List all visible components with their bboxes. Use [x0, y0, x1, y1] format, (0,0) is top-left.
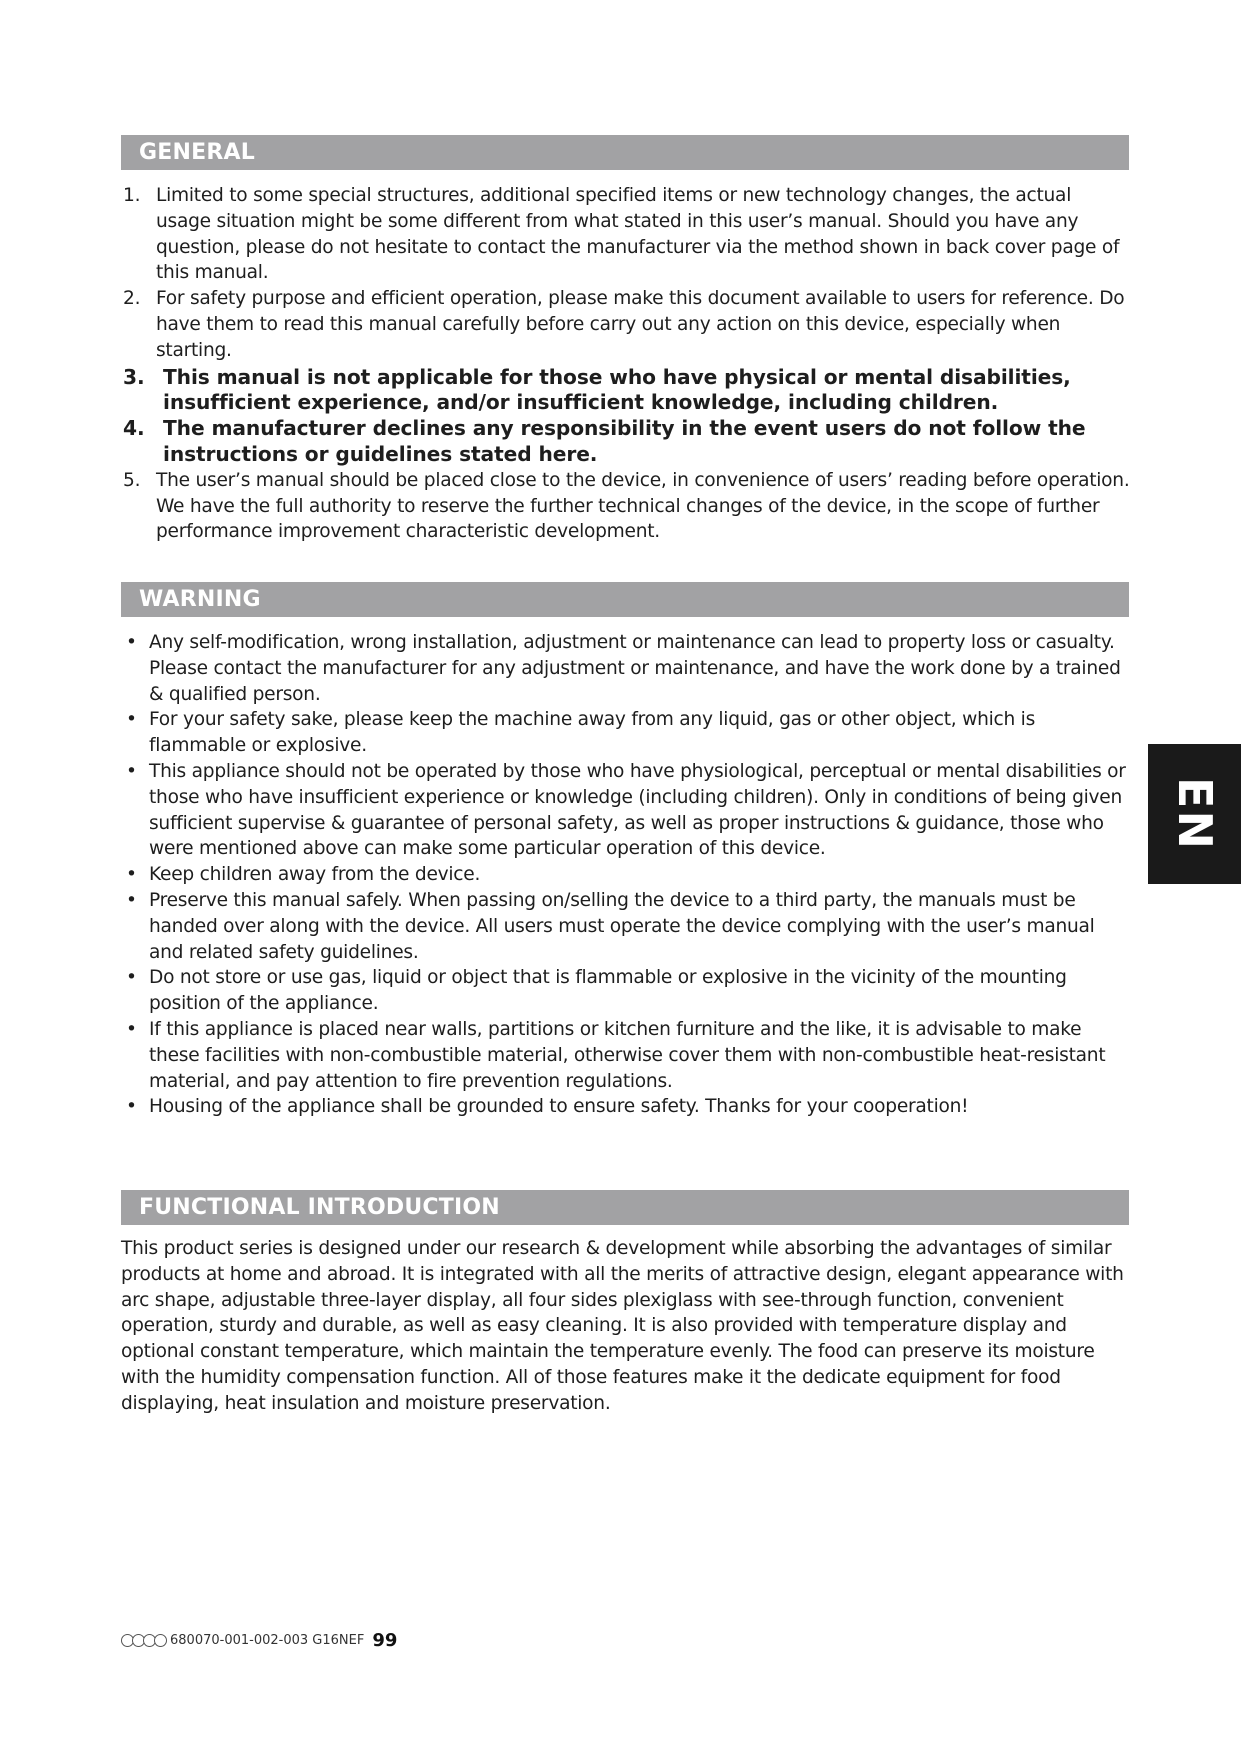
list-number: 2. — [123, 288, 141, 310]
list-item — [121, 630, 1131, 707]
list-item-text: Keep children away from the device. — [149, 864, 481, 886]
bullet: • — [126, 864, 137, 886]
list-item-text: The manufacturer declines any responsibility in the event users do not follow the instructions or guidelines stated here. — [163, 416, 1086, 466]
list-item-text: Limited to some special structures, additional specified items or new technology changes, the actual usage situation might be some different from what stated in this user’s manual. Should you have any question, please do not hesitate to contact the manufacturer via the method shown in back cover page of this manual. — [156, 185, 1120, 284]
language-tab — [1148, 744, 1241, 884]
list-item-text: If this appliance is placed near walls, partitions or kitchen furniture and the like, it is advisable to make these facilities with non-combustible material, otherwise cover them with non-combustible heat-resistant material, and pay attention to fire prevention regulations. — [149, 1018, 1106, 1092]
list-item — [121, 416, 1131, 468]
list-item-text: Preserve this manual safely. When passing on/selling the device to a third party, the manuals must be handed over along with the device. All users must operate the device complying with the user’s manual and related safety guidelines. — [149, 889, 1095, 963]
bullet: • — [126, 709, 137, 731]
circles-icon — [121, 1634, 165, 1647]
language-tab-label: EN — [1167, 777, 1222, 851]
list-item — [121, 965, 1131, 1017]
list-item — [121, 888, 1131, 965]
list-item — [121, 1094, 1131, 1120]
list-number: 5. — [123, 469, 141, 491]
bullet: • — [126, 1096, 137, 1118]
warning-list — [121, 630, 1131, 1120]
list-number: 3. — [123, 364, 145, 389]
bullet: • — [126, 889, 137, 911]
section-header-functional-introduction: FUNCTIONAL INTRODUCTION — [121, 1190, 1129, 1225]
list-item — [121, 183, 1131, 286]
section-header-general: GENERAL — [121, 135, 1129, 170]
list-item-text: Any self-modification, wrong installation, adjustment or maintenance can lead to property loss or casualty. Please contact the manufacturer for any adjustment or maintenance, and have the work done by a trained & qualified person. — [149, 632, 1121, 705]
list-item — [121, 468, 1131, 545]
list-item-text: Housing of the appliance shall be grounded to ensure safety. Thanks for your cooperation! — [149, 1096, 969, 1118]
general-list — [121, 183, 1131, 545]
list-item — [121, 707, 1131, 759]
list-item — [121, 862, 1131, 888]
list-item-text: The user’s manual should be placed close to the device, in convenience of users’ reading before operation. We have the full authority to reserve the further technical changes of the device, in the scope of further performance improvement characteristic development. — [156, 469, 1130, 543]
bullet: • — [126, 760, 137, 782]
list-item-text: For safety purpose and efficient operation, please make this document available to users for reference. Do have them to read this manual carefully before carry out any action on this device, especially when starting. — [156, 288, 1125, 361]
list-item — [121, 759, 1131, 862]
list-item-text: For your safety sake, please keep the machine away from any liquid, gas or other object, which is flammable or explosive. — [149, 709, 1036, 757]
page-footer — [121, 1628, 397, 1652]
document-code: 680070-001-002-003 G16NEF — [170, 1632, 365, 1648]
list-item-text: This manual is not applicable for those who have physical or mental disabilities, insufficient experience, and/or insufficient knowledge, including children. — [163, 364, 1071, 415]
list-item — [121, 365, 1131, 417]
list-number: 1. — [123, 185, 141, 206]
list-item-text: This appliance should not be operated by those who have physiological, perceptual or mental disabilities or those who have insufficient experience or knowledge (including children). Only in conditions of being given sufficient supervise & guarantee of personal safety, as well as proper instructions & guidance, those who were mentioned above can make some particular operation of this device. — [149, 760, 1126, 860]
section-header-warning: WARNING — [121, 582, 1129, 617]
page-number: 99 — [372, 1629, 398, 1651]
list-item — [121, 1017, 1131, 1094]
list-item — [121, 286, 1131, 363]
bullet: • — [126, 967, 137, 989]
bullet: • — [126, 632, 137, 653]
list-number: 4. — [123, 416, 145, 441]
functional-introduction-text: This product series is designed under our research & development while absorbing the advantages of similar products at home and abroad. It is integrated with all the merits of attractive design, elegant appearance with arc shape, adjustable three-layer display, all four sides plexiglass with see-through function, convenient operation, sturdy and durable, as well as easy cleaning. It is also provided with temperature display and optional constant temperature, which maintain the temperature evenly. The food can preserve its moisture with the humidity compensation function. All of those features make it the dedicate equipment for food displaying, heat insulation and moisture preservation. — [121, 1238, 1124, 1414]
bullet: • — [126, 1018, 137, 1040]
list-item-text: Do not store or use gas, liquid or object that is flammable or explosive in the vicinity of the mounting position of the appliance. — [149, 967, 1067, 1015]
